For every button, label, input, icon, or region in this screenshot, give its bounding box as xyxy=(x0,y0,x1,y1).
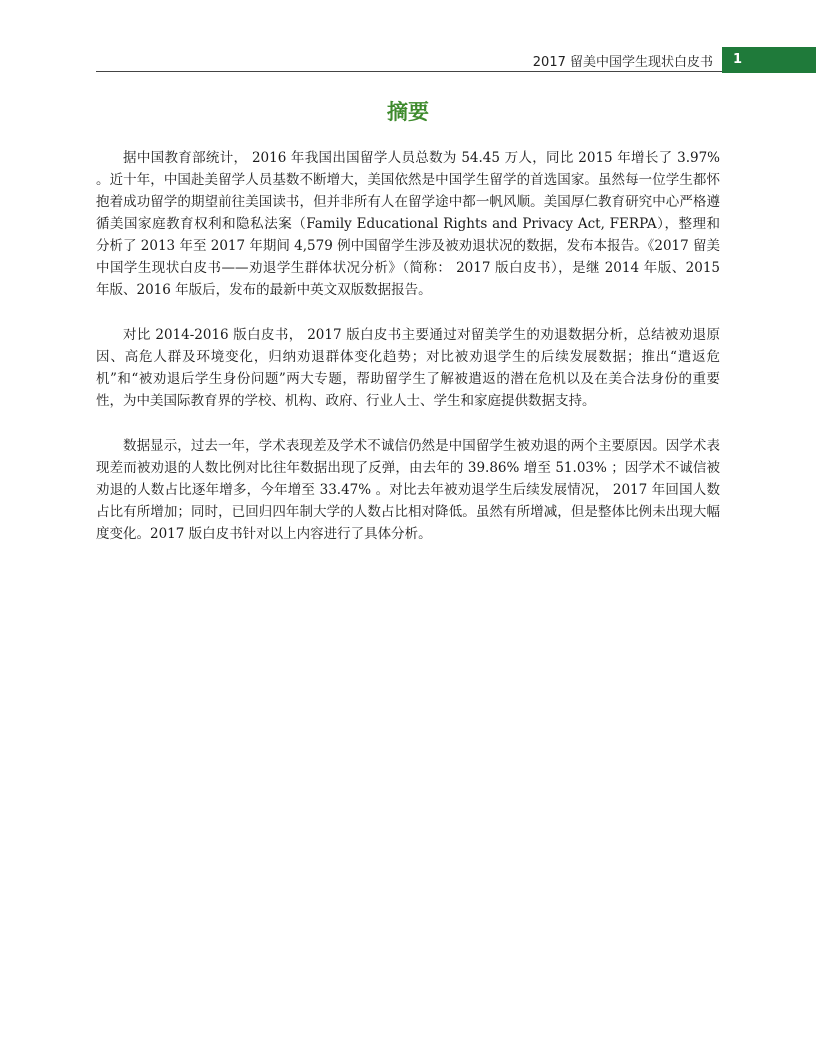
body-text xyxy=(96,147,720,568)
paragraph-1: 据中国教育部统计， 2016 年我国出国留学人员总数为 54.45 万人，同比 2015 年增长了 3.97% 。近十年，中国赴美留学人员基数不断增大，美国依然是中国学生留学的首选国家。虽然每一位学生都怀抱着成功留学的期望前往美国读书，但并非所有人在留学途中都一帆风顺。美国厚仁教育研究中心严格遵循美国家庭教育权利和隐私法案（Family Educational Rights and Privacy Act, FERPA），整理和分析了 2013 年至 2017 年期间 4,579 例中国留学生涉及被劝退状况的数据，发布本报告。《2017 留美中国学生现状白皮书——劝退学生群体状况分析》（简称： 2017 版白皮书），是继 2014 年版、2015 年版、2016 年版后，发布的最新中英文双版数据报告。 xyxy=(96,150,721,298)
running-header-title: 2017 留美中国学生现状白皮书 xyxy=(532,55,713,70)
header-divider xyxy=(96,71,722,72)
page-number-badge: 1 xyxy=(722,47,816,73)
page-title: 摘要 xyxy=(387,100,429,124)
paragraph-3: 数据显示，过去一年，学术表现差及学术不诚信仍然是中国留学生被劝退的两个主要原因。因学术表现差而被劝退的人数比例对比往年数据出现了反弹，由去年的 39.86% 增至 51.03% ；因学术不诚信被劝退的人数占比逐年增多，今年增至 33.47% 。对比去年被劝退学生后续发展情况， 2017 年回国人数占比有所增加；同时，已回归四年制大学的人数占比相对降低。虽然有所增减，但是整体比例未出现大幅度变化。2017 版白皮书针对以上内容进行了具体分析。 xyxy=(96,438,720,542)
paragraph-2: 对比 2014-2016 版白皮书， 2017 版白皮书主要通过对留美学生的劝退数据分析，总结被劝退原因、高危人群及环境变化，归纳劝退群体变化趋势；对比被劝退学生的后续发展数据；推出“遣返危机”和“被劝退后学生身份问题”两大专题，帮助留学生了解被遣返的潜在危机以及在美合法身份的重要性，为中美国际教育界的学校、机构、政府、行业人士、学生和家庭提供数据支持。 xyxy=(96,327,720,409)
